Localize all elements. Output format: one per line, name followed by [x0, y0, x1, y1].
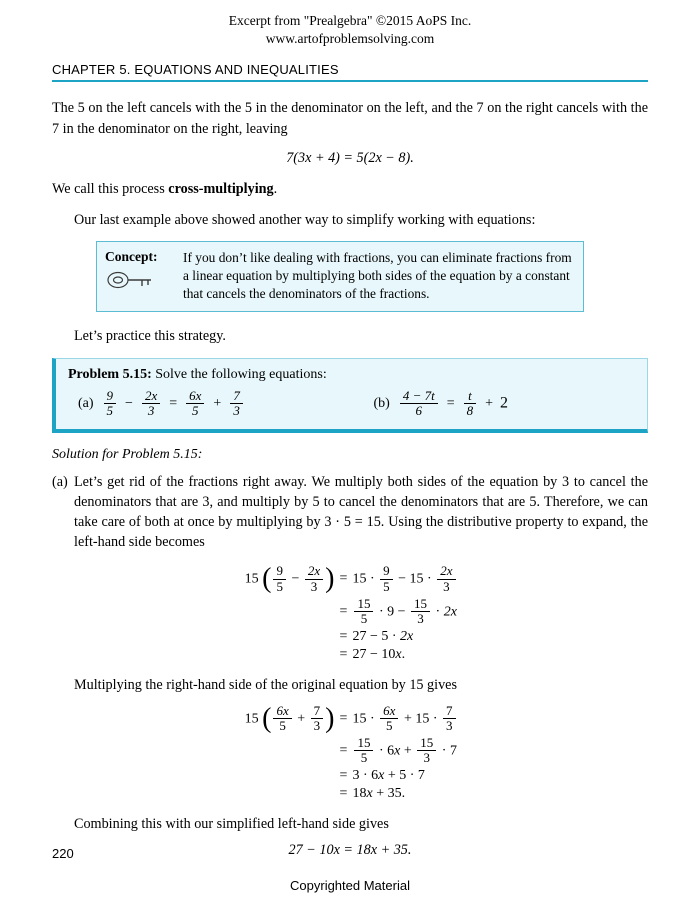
solution-mid-text-1: Multiplying the right-hand side of the original equation by 15 gives	[74, 676, 458, 693]
final-equation	[52, 842, 648, 859]
problem-parts	[68, 389, 635, 419]
problem-prompt: Solve the following equations:	[155, 366, 327, 382]
derivation-rows-1	[242, 562, 457, 664]
part-a-equation	[102, 389, 245, 419]
derivation-lhs: 15 ( $\frac{6x}{5}$ + $\frac{7}{3}$ )	[244, 702, 335, 734]
concept-box-left	[105, 249, 183, 302]
derivation-row	[242, 564, 457, 594]
problem-part-b	[352, 389, 636, 419]
derivation-row	[242, 786, 457, 802]
intro-paragraph-3: Our last example above showed another way to simplify working with equations:	[74, 211, 536, 228]
derivation-rhs: $\frac{15}{5}$ · 6x + $\frac{15}{3}$ · 7	[352, 736, 456, 766]
problem-number: Problem 5.15:	[68, 366, 152, 382]
excerpt-line-2: www.artofproblemsolving.com	[265, 31, 435, 47]
part-b-label: (b)	[373, 395, 390, 411]
derivation-block-2	[52, 702, 648, 804]
fraction: $\frac{9}{5}$	[104, 389, 117, 419]
derivation-row	[242, 629, 457, 645]
intro-paragraph-1: The 5 on the left cancels with the 5 in the denominator on the left, and the 7 on the right cancels with the 7 in the denominator on the right, leaving	[52, 100, 648, 137]
derivation-rhs: 18x + 35.	[352, 785, 406, 801]
operator: =	[169, 396, 178, 412]
final-equation-text: 27 − 10x = 18x + 35.	[288, 841, 412, 858]
operator: −	[125, 396, 133, 412]
equals-sign: =	[339, 603, 348, 619]
derivation-lhs: 15 ( $\frac{9}{5}$ − $\frac{2x}{3}$ )	[244, 563, 335, 595]
fraction: $\frac{6x}{5}$	[186, 389, 204, 419]
solution-heading: Solution for Problem 5.15:	[52, 446, 203, 462]
derivation-rhs: 27 − 5 · 2x	[352, 628, 414, 644]
fraction: $\frac{t}{8}$	[464, 389, 477, 419]
intro-paragraph-2	[52, 179, 648, 199]
derivation-row	[242, 704, 457, 734]
page-number: 220	[52, 846, 74, 861]
solution-mid-text-2: Combining this with our simplified left-hand side gives	[74, 815, 389, 832]
equals-sign: =	[339, 742, 348, 758]
header-rule	[52, 80, 648, 82]
derivation-rows-2	[242, 702, 457, 804]
copyright-footer: Copyrighted Material	[290, 878, 410, 893]
fraction: $\frac{2x}{3}$	[142, 389, 160, 419]
derivation-row	[242, 768, 457, 784]
part-b-equation	[398, 389, 508, 419]
solution-part-a-text: Let’s get rid of the fractions right away. We multiply both sides of the equation by 3 to cancel the denominators that are 3, and multiply by 5 to cancel the denominators that are 5. Therefore, we can take care of both at once by multiplying by 3 · 5 = 15. Using the distributive property to expand, the left-hand side becomes	[74, 473, 648, 551]
derivation-rhs: 15 · $\frac{6x}{5}$ + 15 · $\frac{7}{3}$	[352, 704, 457, 734]
part-a-label: (a)	[78, 395, 94, 411]
cross-mult-post: .	[273, 180, 278, 197]
constant-term: 2	[500, 394, 509, 412]
operator: +	[485, 396, 494, 412]
problem-box	[52, 358, 648, 433]
derivation-rhs: 3 · 6x + 5 · 7	[352, 767, 425, 783]
derivation-rhs: $\frac{15}{5}$ · 9 − $\frac{15}{3}$ · 2x	[352, 597, 456, 627]
problem-part-a	[68, 389, 352, 419]
cross-mult-term: cross-multiplying	[168, 180, 274, 197]
displayed-equation-1	[52, 150, 648, 167]
practice-line: Let’s practice this strategy.	[74, 327, 226, 344]
derivation-block-1	[52, 562, 648, 664]
concept-box	[96, 241, 584, 311]
equals-sign: =	[339, 646, 348, 662]
concept-label: Concept:	[105, 249, 158, 265]
equals-sign: =	[339, 628, 348, 644]
excerpt-header	[52, 0, 648, 48]
derivation-row	[242, 597, 457, 627]
equals-sign: =	[339, 785, 348, 801]
problem-title	[68, 367, 635, 383]
key-icon	[107, 271, 183, 294]
solution-part-a-marker: (a)	[52, 473, 68, 490]
derivation-row	[242, 647, 457, 663]
fraction: $\frac{4 - 7t}{6}$	[400, 389, 438, 419]
equals-sign: =	[339, 710, 348, 726]
equals-sign: =	[339, 767, 348, 783]
fraction: $\frac{7}{3}$	[230, 389, 243, 419]
operator: +	[213, 396, 222, 412]
solution-part-a	[52, 472, 648, 553]
derivation-row	[242, 736, 457, 766]
derivation-rhs: 15 · $\frac{9}{5}$ − 15 · $\frac{2x}{3}$	[352, 564, 457, 594]
operator: =	[446, 396, 455, 412]
chapter-heading: CHAPTER 5. EQUATIONS AND INEQUALITIES	[52, 62, 339, 78]
equals-sign: =	[339, 571, 348, 587]
derivation-rhs: 27 − 10x.	[352, 646, 406, 662]
excerpt-line-1: Excerpt from "Prealgebra" ©2015 AoPS Inc.	[228, 13, 472, 28]
cross-mult-pre: We call this process	[52, 180, 169, 197]
equation-1-text: 7(3x + 4) = 5(2x − 8).	[286, 149, 414, 166]
concept-text: If you don’t like dealing with fractions, you can eliminate fractions from a linear equation by multiplying both sides of the equation by a constant that cancels the denominators of the fractions.	[183, 250, 572, 301]
